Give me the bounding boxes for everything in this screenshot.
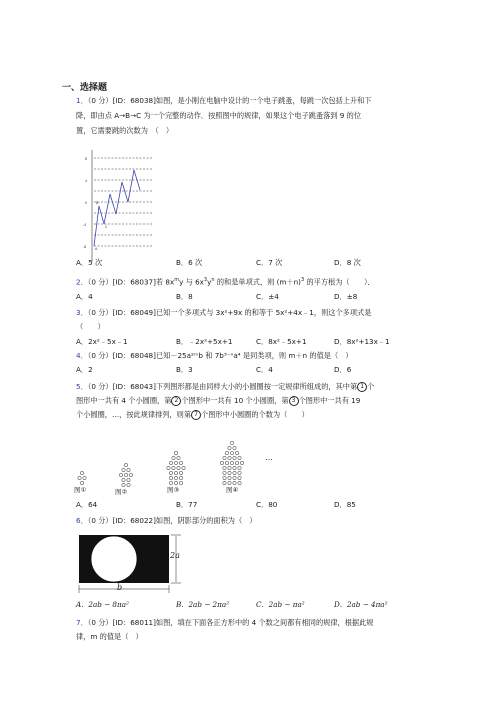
small-circle — [174, 451, 177, 454]
q6-option-a[interactable]: A．2ab − 8πa² — [76, 600, 129, 609]
q3-number: 3． — [76, 308, 88, 317]
q2-option-d[interactable]: D．±8 — [334, 292, 358, 301]
q1-option-b[interactable]: B．6 次 — [176, 258, 203, 267]
small-circle — [122, 468, 125, 471]
small-circle — [119, 473, 122, 476]
small-circle — [220, 461, 223, 464]
q2-option-c[interactable]: C．±4 — [256, 292, 279, 301]
q1-axis-label: -4 — [83, 223, 87, 227]
small-circle — [228, 471, 231, 474]
small-circle — [179, 471, 182, 474]
small-circle — [225, 461, 228, 464]
q3-option-c[interactable]: C．8x²﹣5x+1 — [256, 337, 307, 346]
q1-jump-path — [94, 170, 140, 246]
q5-ellipsis: … — [265, 453, 273, 462]
q1-line3: 置，它需要跳的次数为 （ ） — [76, 126, 174, 135]
q1-number: 1． — [76, 96, 88, 105]
small-circle — [223, 471, 226, 474]
q1-figure — [82, 146, 154, 264]
q5-number: 5． — [76, 382, 88, 391]
small-circle — [179, 461, 182, 464]
small-circle — [238, 476, 241, 479]
q4-options — [0, 365, 496, 377]
small-circle — [179, 476, 182, 479]
q1-line2: 降，即由点 A→B→C 为一个完整的动作．按照图中的规律，如果这个电子跳蚤落到 9 的位 — [76, 111, 362, 120]
q7-number: 7． — [76, 618, 88, 627]
small-circle — [235, 461, 238, 464]
q4-option-d[interactable]: D．6 — [334, 365, 352, 374]
small-circle — [223, 476, 226, 479]
q3-option-d[interactable]: D．8x²+13x﹣1 — [334, 337, 390, 346]
q6-dim-side-label: 2a — [170, 551, 180, 560]
small-circle — [233, 456, 236, 459]
q3-line1: 3．（0 分）[ID：68049]已知一个多项式与 3x²+9x 的和等于 5x²+4x﹣1，则这个多项式是 — [76, 308, 372, 317]
small-circle — [230, 441, 233, 444]
q3-option-a[interactable]: A．2x²﹣5x﹣1 — [76, 337, 128, 346]
q1-option-a[interactable]: A．5 次 — [76, 258, 103, 267]
q5-fig-label-1: 图① — [74, 486, 87, 494]
small-circle — [240, 461, 243, 464]
q2-option-b[interactable]: B．8 — [176, 292, 193, 301]
small-circle — [174, 471, 177, 474]
q1-axis-label: 4 — [85, 179, 88, 183]
q5-fig-label-4: 图④ — [226, 486, 239, 494]
small-circle — [230, 451, 233, 454]
q5-option-c[interactable]: C．80 — [256, 500, 278, 509]
small-circle — [238, 466, 241, 469]
small-circle — [167, 466, 170, 469]
q6-white-circle — [91, 536, 137, 582]
q2-options — [0, 292, 496, 304]
small-circle — [124, 463, 127, 466]
small-circle — [78, 476, 81, 479]
small-circle — [233, 446, 236, 449]
q1-axis-label: -8 — [83, 245, 87, 249]
q6-figure — [78, 534, 188, 596]
small-circle — [127, 468, 130, 471]
small-circle — [223, 466, 226, 469]
small-circle — [174, 461, 177, 464]
q4-number: 4． — [76, 351, 88, 360]
small-circle — [122, 478, 125, 481]
q4-line1: 4．（0 分）[ID：68048]已知－25a²ᵐb 和 7b³⁻ⁿa⁴ 是同类项，则 m＋n 的值是（ ） — [76, 351, 353, 360]
q1-point-label: C — [105, 225, 108, 229]
small-circle — [228, 466, 231, 469]
small-circle — [228, 476, 231, 479]
small-circle — [177, 466, 180, 469]
q5-line2: 图形中一共有 4 个小圆圈，第 2 个图形中一共有 10 个小圆圈，第 3 个图形中一共有 19 — [76, 396, 361, 405]
q1-option-d[interactable]: D．8 次 — [334, 258, 361, 267]
small-circle — [235, 451, 238, 454]
small-circle — [177, 456, 180, 459]
circled-number: 3 — [289, 396, 299, 406]
q4-option-b[interactable]: B．3 — [176, 365, 193, 374]
q5-options — [0, 500, 496, 512]
q5-figures — [70, 425, 290, 505]
q2-number: 2． — [76, 277, 88, 287]
q5-fig-label-2: 图② — [115, 488, 128, 496]
small-circle — [80, 471, 83, 474]
q6-option-b[interactable]: B．2ab − 2πa² — [176, 600, 229, 609]
q1-line1: 1．（0 分）[ID：68038]如图，是小刚在电脑中设计的一个电子跳蚤，每跳一次包括上升和下 — [76, 96, 372, 105]
small-circle — [83, 476, 86, 479]
q3-line2: （ ） — [76, 322, 105, 331]
small-circle — [230, 461, 233, 464]
small-circle — [225, 451, 228, 454]
small-circle — [182, 466, 185, 469]
q7-line1: 7．（0 分）[ID：68011]如图，填在下面各正方形中的 4 个数之间都有相同的规律，根据此规 — [76, 618, 374, 627]
q6-option-d[interactable]: D．2ab − 4πa² — [334, 600, 388, 609]
q7-line2: 律，m 的值是（ ） — [76, 632, 143, 641]
small-circle — [169, 461, 172, 464]
small-circle — [169, 476, 172, 479]
q6-number: 6． — [76, 516, 88, 525]
q4-option-a[interactable]: A．2 — [76, 365, 93, 374]
q1-point-label: B — [96, 201, 99, 205]
q5-line3: 个小圆圈，…，按此规律排列，则第 7 个图形中小圆圈的个数为（ ） — [76, 410, 309, 419]
small-circle — [129, 473, 132, 476]
q1-axis-label: 0 — [85, 201, 88, 205]
q5-option-d[interactable]: D．85 — [334, 500, 356, 509]
section-title: 一、选择题 — [62, 83, 108, 93]
small-circle — [124, 473, 127, 476]
q6-options — [0, 600, 496, 612]
small-circle — [238, 471, 241, 474]
q5-line1: 5．（0 分）[ID：68043]下列图形都是由同样大小的小圆圈按一定规律所组成的，其中第 1 个 — [76, 382, 375, 391]
small-circle — [172, 456, 175, 459]
q4-option-c[interactable]: C．4 — [256, 365, 273, 374]
circled-number: 7 — [191, 410, 201, 420]
small-circle — [127, 478, 130, 481]
q5-fig-label-3: 图③ — [167, 486, 180, 494]
q6-option-c[interactable]: C．2ab − πa² — [256, 600, 305, 609]
q1-options — [0, 258, 496, 270]
q6-line1: 6．（0 分）[ID：68022]如图，阴影部分的面积为（ ） — [76, 516, 257, 525]
small-circle — [169, 471, 172, 474]
small-circle — [228, 456, 231, 459]
q5-option-b[interactable]: B．77 — [176, 500, 198, 509]
q3-options — [0, 337, 496, 349]
small-circle — [174, 476, 177, 479]
small-circle — [233, 471, 236, 474]
small-circle — [238, 456, 241, 459]
circled-number: 2 — [171, 396, 181, 406]
small-circle — [179, 481, 182, 484]
q5-option-a[interactable]: A．64 — [76, 500, 98, 509]
small-circle — [223, 456, 226, 459]
small-circle — [233, 476, 236, 479]
q2-option-a[interactable]: A．4 — [76, 292, 93, 301]
q1-axis-label: 8 — [85, 157, 88, 161]
q2-line1: 2．（0 分）[ID：68037]若 $8x^my$ 与 $6x^3y^n$ 的和是单项式，则 $(m+n)^3$ 的平方根为（ ）． — [76, 277, 375, 287]
q3-option-b[interactable]: B．﹣2x²+5x+1 — [176, 337, 233, 346]
q1-point-label: A — [95, 247, 98, 251]
small-circle — [172, 466, 175, 469]
q1-option-c[interactable]: C．7 次 — [256, 258, 283, 267]
q6-dim-bottom-label: b — [117, 583, 123, 592]
small-circle — [228, 446, 231, 449]
circled-number: 1 — [357, 382, 367, 392]
small-circle — [233, 466, 236, 469]
